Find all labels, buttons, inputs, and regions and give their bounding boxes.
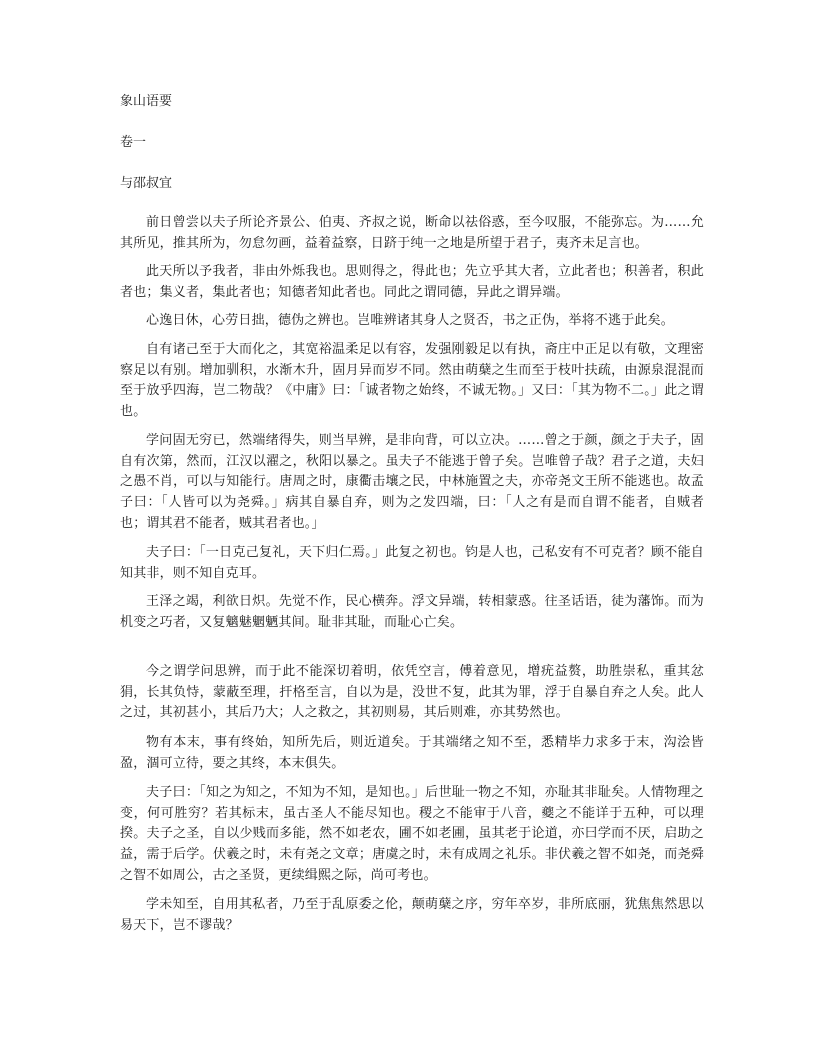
book-title: 象山语要 [120,94,173,109]
paragraph: 前日曾尝以夫子所论齐景公、伯夷、齐叔之说，断命以祛俗惑，至今叹服，不能弥忘。为……允其所见，推其所为，勿怠勿画，益着益察，日跻于纯一之地是所望于君子，夷齐未足言也。 [120,215,704,251]
paragraph: 王泽之竭，利欲日炽。先觉不作，民心横奔。浮文异端，转相蒙惑。往圣话语，徒为藩饰。而为机变之巧者，又复魑魅魍魉其间。耻非其耻，而耻心亡矣。 [120,594,704,630]
paragraph: 自有诸己至于大而化之，其宽裕温柔足以有容，发强刚毅足以有执，斋庄中正足以有敬，文理密察足以有别。增加驯积，水渐木升，固月异而岁不同。然由萌蘖之生而至于枝叶扶疏，由源泉混混而至于放乎四海，岂二物哉？《中庸》曰：「诚者物之始终，不诚无物。」又曰：「其为物不二。」此之谓也。 [120,342,704,420]
paragraph: 学未知至，自用其私者，乃至于乱原委之伦，颠萌蘖之序，穷年卒岁，非所底丽，犹焦焦然思以易天下，岂不谬哉？ [120,897,704,933]
paragraph: 心逸日休，心劳日拙，德伪之辨也。岂唯辨诸其身人之贤否，书之正伪，举将不逃于此矣。 [146,313,675,328]
volume-heading: 卷一 [120,135,147,150]
paragraph: 学问固无穷已，然端绪得失，则当早辨，是非向背，可以立决。……曾之于颜，颜之于夫子，固自有次第，然而，江汉以濯之，秋阳以暴之。虽夫子不能逃于曾子矣。岂唯曾子哉？君子之道，夫妇之愚不肖，可以与知能行。唐周之时，康衢击壤之民，中林施置之夫，亦帝尧文王所不能逃也。故孟子曰：「人皆可以为尧舜。」病其自暴自弃，则为之发四端，曰：「人之有是而自谓不能者，自贼者也；谓其君不能者，贼其君者也。」 [120,433,704,531]
paragraph: 今之谓学问思辨，而于此不能深切着明，依凭空言，傅着意见，增疣益赘，助胜崇私，重其忿狷，长其负恃，蒙蔽至理，扞格至言，自以为是，没世不复，此其为罪，浮于自暴自弃之人矣。此人之过，其初甚小，其后乃大；人之救之，其初则易，其后则难，亦其势然也。 [120,664,704,721]
paragraph: 物有本末，事有终始，知所先后，则近道矣。于其端绪之知不至，悉精毕力求多于末，沟浍皆盈，涸可立待，要之其终，本末俱失。 [120,735,704,771]
section-title: 与邵叔宜 [120,176,173,191]
paragraph: 夫子曰：「一日克己复礼，天下归仁焉。」此复之初也。钧是人也，己私安有不可克者？顾不能自知其非，则不知自克耳。 [120,545,704,581]
paragraph: 此天所以予我者，非由外烁我也。思则得之，得此也；先立乎其大者，立此者也；积善者，积此者也；集义者，集此者也；知德者知此者也。同此之谓同德，异此之谓异端。 [120,264,704,300]
paragraph: 夫子曰：「知之为知之，不知为不知，是知也。」后世耻一物之不知，亦耻其非耻矣。人情物理之变，何可胜穷？若其标末，虽古圣人不能尽知也。稷之不能审于八音，夔之不能详于五种，可以理揆。夫子之圣，自以少贱而多能，然不如老农，圃不如老圃，虽其老于论道，亦曰学而不厌，启助之益，需于后学。伏羲之时，未有尧之文章；唐虞之时，未有成周之礼乐。非伏羲之智不如尧，而尧舜之智不如周公，古之圣贤，更续缉熙之际，尚可考也。 [120,785,704,883]
